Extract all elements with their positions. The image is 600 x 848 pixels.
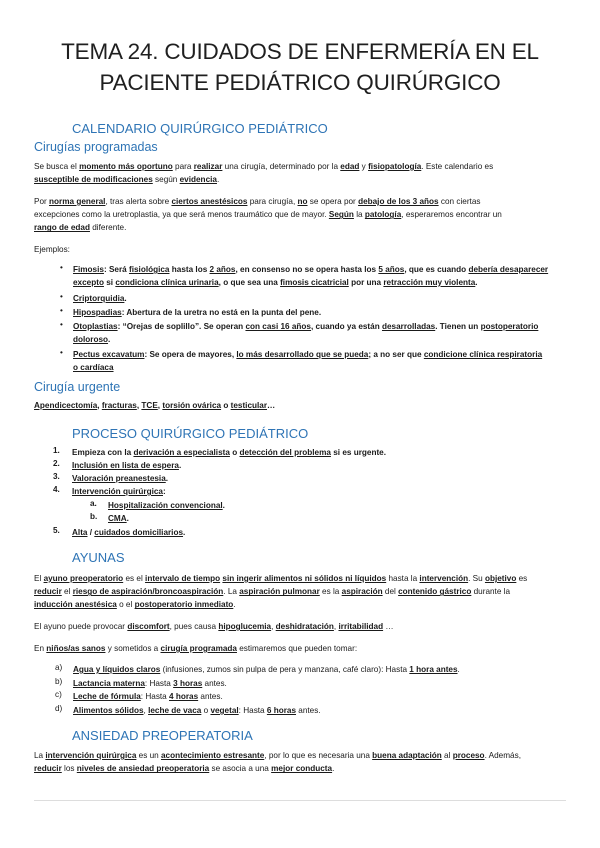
bullet-icon: • [60,320,63,329]
list-item-fimosis: Fimosis: Será fisiológica hasta los 2 años, en consenso no se opera hasta los 5 años, que es cuando debería desaparecer excepto si condiciona clínica urinaria, o que sea una fimosis cicatricial por una retracción muy violenta. [73,265,549,287]
bullet-icon: • [60,263,63,272]
list-item-otoplastias: Otoplastias: “Orejas de soplillo”. Se operan con casi 16 años, cuando ya están desarrolladas. Tienen un postoperatorio doloroso. [73,322,539,344]
list-item-proceso-4b: CMA. [108,514,129,523]
list-letter: a) [55,663,63,672]
list-item-proceso-4: Intervención quirúrgica: [72,487,166,496]
paragraph-calendario-1: Se busca el momento más oportuno para realizar una cirugía, determinado por la edad y fisiopatología. Este calendario es susceptible de modificaciones según evidencia. [34,162,494,185]
heading-ansiedad: ANSIEDAD PREOPERATORIA [72,728,253,743]
list-number: 1. [53,446,60,455]
heading-ayunas: AYUNAS [72,550,125,565]
list-item-hipospadias: Hipospadias: Abertura de la uretra no está en la punta del pene. [73,308,322,317]
document-title [0,36,600,98]
list-letter: d) [55,704,63,713]
subheading-cirugia-urgente: Cirugía urgente [34,380,121,394]
list-item-proceso-5: Alta / cuidados domiciliarios. [72,528,186,537]
list-letter: a. [90,499,97,508]
list-letter: b) [55,677,63,686]
paragraph-ayunas-3: En niños/as sanos y sometidos a cirugía programada estimaremos que pueden tomar: [34,644,358,653]
list-item-solidos: Alimentos sólidos, leche de vaca o vegetal: Hasta 6 horas antes. [73,706,321,715]
list-item-proceso-4a: Hospitalización convencional. [108,501,225,510]
list-item-proceso-2: Inclusión en lista de espera. [72,461,182,470]
title-line-2: PACIENTE PEDIÁTRICO QUIRÚRGICO [99,70,501,95]
title-line-1: TEMA 24. CUIDADOS DE ENFERMERÍA EN EL [61,39,539,64]
bullet-icon: • [60,348,63,357]
paragraph-ansiedad: La intervención quirúrgica es un acontecimiento estresante, por lo que es necesaria una buena adaptación al proceso. Además, reducir los niveles de ansiedad preoperatoria se asocia a una mejor conducta. [34,751,521,774]
bullet-icon: • [60,306,63,315]
list-item-criptorquidia: Criptorquidia. [73,294,127,303]
list-item-proceso-3: Valoración preanestesia. [72,474,169,483]
list-item-proceso-1: Empieza con la derivación a especialista o detección del problema si es urgente. [72,448,386,457]
list-item-agua: Agua y líquidos claros (infusiones, zumos sin pulpa de pera y manzana, café claro): Hasta 1 hora antes. [73,665,460,674]
list-item-leche-formula: Leche de fórmula: Hasta 4 horas antes. [73,692,223,701]
list-number: 4. [53,485,60,494]
bullet-icon: • [60,292,63,301]
list-letter: b. [90,512,98,521]
page-divider [34,800,566,801]
paragraph-ayunas-2: El ayuno puede provocar discomfort, pues causa hipoglucemia, deshidratación, irritabilidad … [34,622,394,631]
list-item-lactancia: Lactancia materna: Hasta 3 horas antes. [73,679,227,688]
paragraph-ayunas-1: El ayuno preoperatorio es el intervalo de tiempo sin ingerir alimentos ni sólidos ni líquidos hasta la intervención. Su objetivo es reducir el riesgo de aspiración/broncoaspiración. La aspiración pulmonar es la aspiración del contenido gástrico durante la inducción anestésica o el postoperatorio inmediato. [34,574,528,610]
paragraph-urgente: Apendicectomía, fracturas, TCE, torsión ovárica o testicular… [34,401,276,410]
heading-proceso: PROCESO QUIRÚRGICO PEDIÁTRICO [72,426,309,441]
list-number: 2. [53,459,60,468]
heading-calendario: CALENDARIO QUIRÚRGICO PEDIÁTRICO [72,121,328,136]
list-letter: c) [55,690,62,699]
subheading-cirugias-programadas: Cirugías programadas [34,140,158,154]
paragraph-calendario-2: Por norma general, tras alerta sobre ciertos anestésicos para cirugía, no se opera por debajo de los 3 años con ciertas excepciones como la uretroplastia, ya que será menos traumático que de mayor. Según la patología, esperaremos encontrar un rango de edad diferente. [34,197,502,233]
list-number: 5. [53,526,60,535]
list-number: 3. [53,472,60,481]
list-item-pectus: Pectus excavatum: Se opera de mayores, lo más desarrollado que se pueda; a no ser que condicione clínica respiratoria o cardíaca [73,350,543,372]
label-ejemplos: Ejemplos: [34,245,70,254]
